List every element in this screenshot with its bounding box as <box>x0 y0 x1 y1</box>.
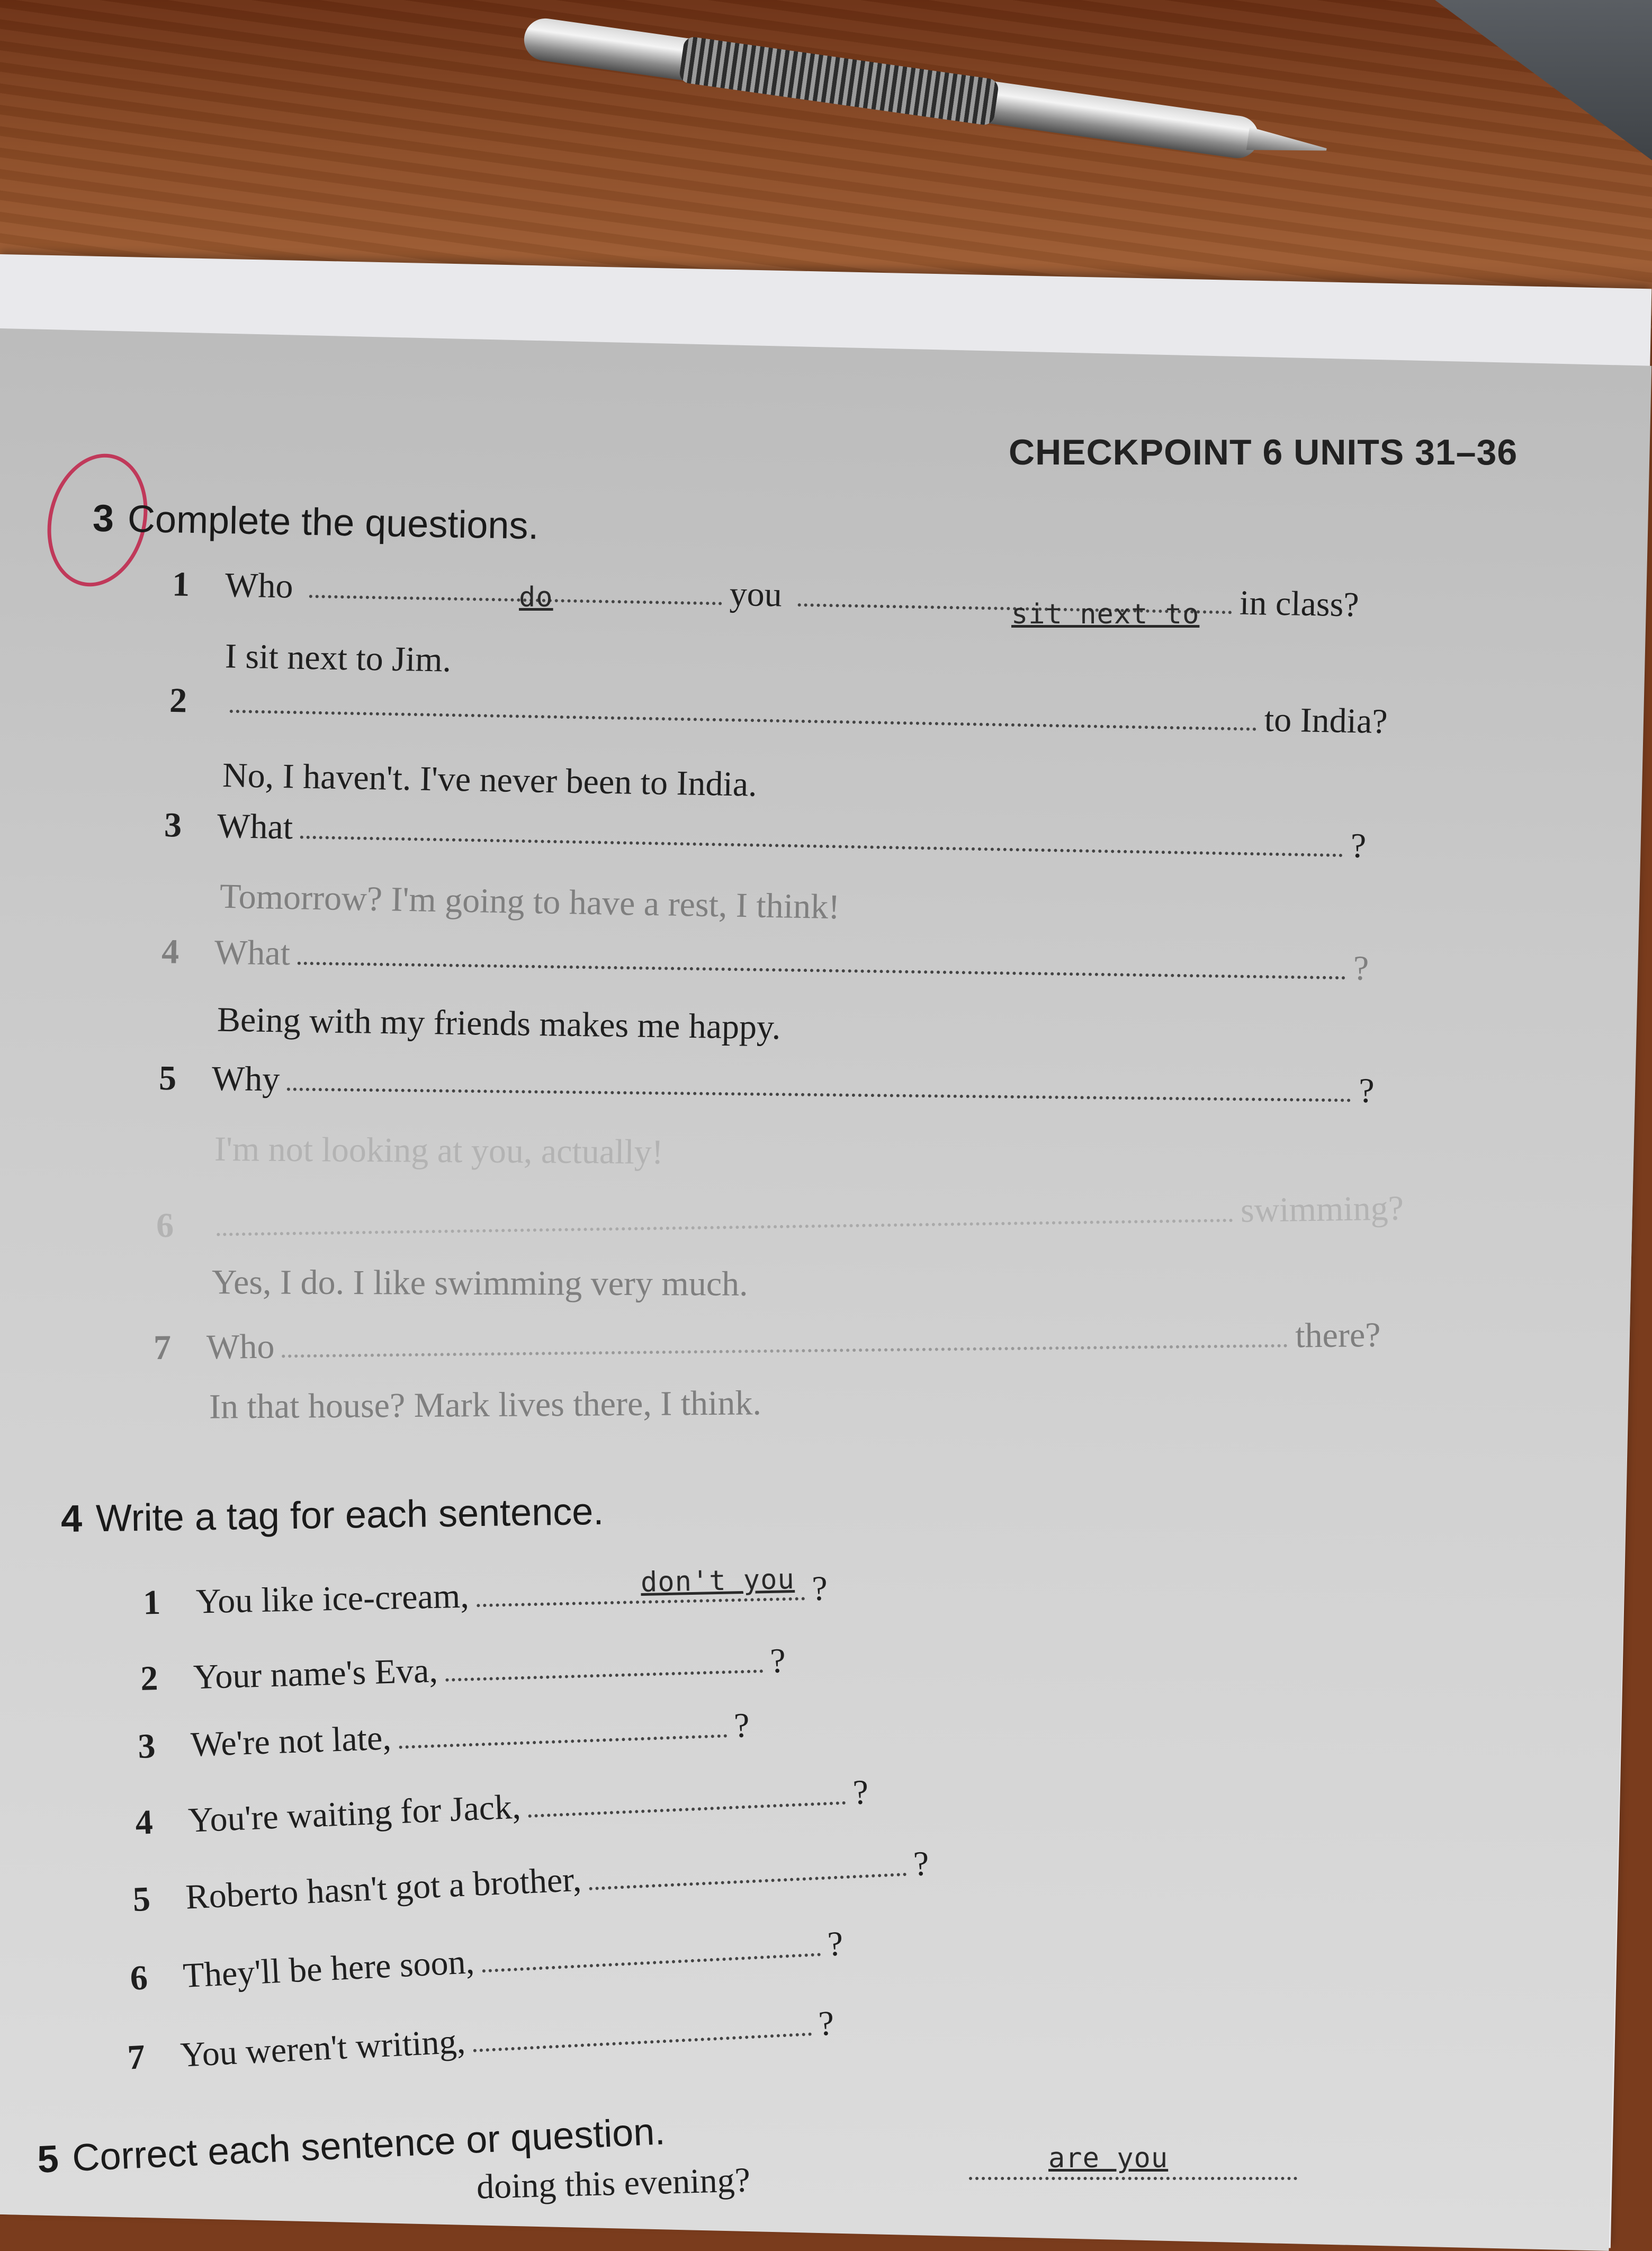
question-number: 7 <box>126 2038 146 2077</box>
tag-sentence: Roberto hasn't got a brother, <box>184 1860 582 1917</box>
question-number: 4 <box>161 932 179 971</box>
blank-6[interactable] <box>217 1219 1233 1236</box>
tag-blank-2[interactable] <box>445 1669 763 1682</box>
blank-5[interactable] <box>287 1088 1351 1102</box>
question-number: 2 <box>169 681 187 720</box>
handwritten-answer: do <box>519 582 553 613</box>
tag-blank-1[interactable] <box>477 1597 805 1607</box>
section-4-heading: Write a tag for each sentence. <box>95 1490 604 1540</box>
question-number: 4 <box>134 1802 154 1842</box>
handwritten-answer: sit next to <box>1011 599 1200 630</box>
tag-end: ? <box>769 1641 786 1681</box>
blank-1a[interactable] <box>309 595 722 605</box>
question-text-end: ? <box>1358 1071 1375 1111</box>
question-2 <box>169 681 1388 742</box>
question-number: 1 <box>172 565 190 604</box>
tag-blank-4[interactable] <box>528 1801 846 1818</box>
correction-item-partial: doing this evening? <box>476 2160 751 2207</box>
tag-blank-6[interactable] <box>482 1953 821 1972</box>
question-number: 7 <box>153 1328 172 1368</box>
question-text-end: swimming? <box>1240 1189 1404 1230</box>
tag-blank-3[interactable] <box>399 1734 727 1749</box>
section-5-number: 5 <box>36 2138 60 2181</box>
question-6 <box>156 1189 1404 1246</box>
answer-2: No, I haven't. I've never been to India. <box>222 756 758 804</box>
question-text-start: What <box>214 933 291 973</box>
tag-sentence: They'll be here soon, <box>182 1942 475 1995</box>
tag-item-4 <box>134 1772 869 1843</box>
tag-end: ? <box>811 1569 828 1609</box>
question-number: 2 <box>140 1659 159 1699</box>
answer-4: Being with my friends makes me happy. <box>217 1000 781 1047</box>
question-text-end: ? <box>1353 949 1369 988</box>
question-text-end: there? <box>1295 1315 1381 1355</box>
question-text-end: in class? <box>1239 583 1360 624</box>
question-5 <box>159 1058 1375 1111</box>
question-number: 3 <box>164 806 182 845</box>
answer-5: I'm not looking at you, actually! <box>214 1130 663 1172</box>
answer-6: Yes, I do. I like swimming very much. <box>211 1263 748 1303</box>
tag-sentence: You weren't writing, <box>179 2022 466 2075</box>
correction-blank[interactable] <box>969 2177 1297 2180</box>
handwritten-answer: don't you <box>640 1563 795 1599</box>
tag-end: ? <box>733 1705 750 1745</box>
tag-blank-5[interactable] <box>589 1873 906 1890</box>
tag-end: ? <box>818 2004 835 2043</box>
answer-7: In that house? Mark lives there, I think. <box>209 1383 762 1426</box>
tag-sentence: Your name's Eva, <box>193 1651 438 1697</box>
tag-end: ? <box>827 1924 844 1964</box>
tag-item-5 <box>132 1844 930 1920</box>
question-text-start: Who <box>225 566 294 606</box>
question-number: 5 <box>132 1879 151 1919</box>
page-header: CHECKPOINT 6 UNITS 31–36 <box>1009 432 1518 472</box>
question-text-mid: you <box>729 574 783 614</box>
question-number: 6 <box>156 1205 174 1245</box>
question-3 <box>164 805 1367 867</box>
section-5-heading: Correct each sentence or question. <box>71 2110 666 2179</box>
tag-end: ? <box>912 1844 930 1884</box>
answer-3: Tomorrow? I'm going to have a rest, I think! <box>219 877 840 927</box>
blank-3[interactable] <box>300 836 1343 857</box>
section-3-title <box>92 497 539 548</box>
answer-1: I sit next to Jim. <box>225 637 452 680</box>
tag-blank-7[interactable] <box>473 2032 812 2052</box>
question-number: 5 <box>158 1058 177 1098</box>
blank-7[interactable] <box>282 1344 1288 1358</box>
section-4-title <box>60 1490 604 1541</box>
tag-item-2 <box>140 1641 786 1699</box>
tag-sentence: You like ice-cream, <box>195 1576 470 1621</box>
tag-item-6 <box>129 1924 844 1999</box>
question-number: 6 <box>129 1958 149 1998</box>
tag-item-3 <box>137 1705 750 1767</box>
section-3-number: 3 <box>92 497 114 540</box>
tag-sentence: We're not late, <box>190 1718 392 1764</box>
tag-sentence: You're waiting for Jack, <box>187 1787 522 1840</box>
question-text-end: to India? <box>1264 700 1388 742</box>
question-text-start: Why <box>211 1059 280 1099</box>
question-text-start: Who <box>206 1327 275 1367</box>
question-number: 3 <box>137 1727 156 1766</box>
tag-end: ? <box>852 1773 869 1812</box>
question-number: 1 <box>142 1583 161 1622</box>
question-text-end: ? <box>1350 826 1367 865</box>
section-4-number: 4 <box>60 1497 83 1541</box>
section-3-heading: Complete the questions. <box>127 497 540 548</box>
blank-2[interactable] <box>230 710 1257 731</box>
blank-4[interactable] <box>298 962 1346 980</box>
handwritten-answer: are you <box>1048 2142 1169 2174</box>
tag-item-7 <box>127 2003 835 2078</box>
question-text-start: What <box>217 806 293 847</box>
question-4 <box>161 932 1369 989</box>
question-7 <box>154 1315 1381 1368</box>
